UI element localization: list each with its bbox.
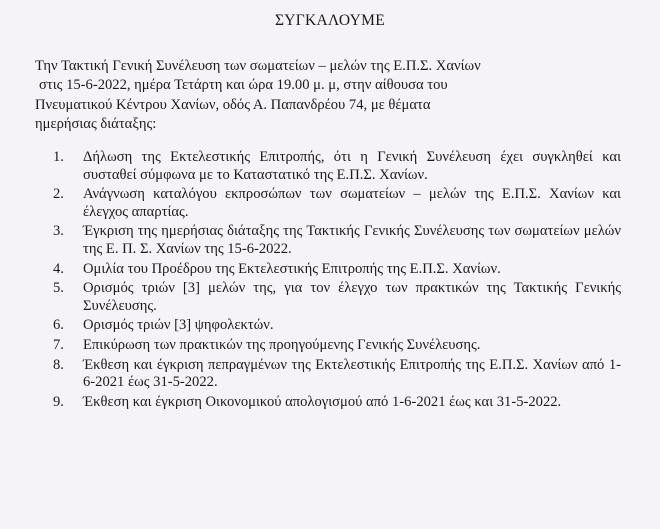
agenda-item — [53, 261, 621, 279]
intro-line: ημερήσιας διάταξης: — [35, 115, 157, 132]
agenda-item — [53, 280, 621, 315]
agenda-item-text: Δήλωση της Εκτελεστικής Επιτροπής, ότι η Γενική Συνέλευση έχει συγκληθεί και συσταθεί σύμφωνα με το Καταστατικό της Ε.Π.Σ. Χανίων. — [83, 149, 621, 183]
agenda-item-text: Έκθεση και έγκριση πεπραγμένων της Εκτελεστικής Επιτροπής της Ε.Π.Σ. Χανίων από 1-6-2021 έως 31-5-2022. — [83, 356, 621, 391]
agenda-item — [53, 357, 621, 392]
agenda-item — [53, 337, 621, 355]
agenda-item-text: Έγκριση της ημερήσιας διάταξης της Τακτικής Γενικής Συνέλευσης των σωματείων μελών της Ε. Π. Σ. Χανίων της 15-6-2022. — [83, 223, 621, 257]
agenda-item-number: 8. — [53, 356, 64, 373]
agenda-item — [53, 223, 621, 258]
intro-paragraph — [35, 57, 620, 134]
agenda-item-number: 9. — [53, 393, 64, 410]
agenda-item-text: Ομιλία του Προέδρου της Εκτελεστικής Επιτροπής της Ε.Π.Σ. Χανίων. — [83, 260, 501, 277]
agenda-item-text: Ορισμός τριών [3] μελών της, για τον έλεγχο των πρακτικών της Τακτικής Γενικής Συνέλευσης. — [83, 280, 621, 314]
intro-line: Πνευματικού Κέντρου Χανίων, οδός Α. Παπανδρέου 74, με θέματα — [35, 96, 431, 113]
agenda-item-text: Έκθεση και έγκριση Οικονομικού απολογισμού από 1-6-2021 έως και 31-5-2022. — [83, 393, 562, 410]
agenda-item — [53, 394, 621, 412]
agenda-item-number: 4. — [53, 260, 64, 277]
agenda-item-number: 1. — [53, 149, 64, 165]
intro-line: Την Τακτική Γενική Συνέλευση των σωματείων – μελών της Ε.Π.Σ. Χανίων — [35, 58, 481, 74]
agenda-item-text: Ανάγνωση καταλόγου εκπροσώπων των σωματείων – μελών της Ε.Π.Σ. Χανίων και έλεγχος απαρτίας. — [83, 186, 621, 220]
agenda-item-text: Επικύρωση των πρακτικών της προηγούμενης Γενικής Συνέλευσης. — [83, 336, 481, 353]
agenda-item-number: 3. — [53, 223, 64, 240]
agenda-item — [53, 186, 621, 221]
intro-line: στις 15-6-2022, ημέρα Τετάρτη και ώρα 19.00 μ. μ, στην αίθουσα του — [39, 77, 448, 94]
document-heading: ΣΥΓΚΑΛΟΥΜΕ — [274, 12, 386, 29]
agenda-item-text: Ορισμός τριών [3] ψηφολεκτών. — [83, 317, 274, 334]
agenda-item — [53, 317, 621, 335]
agenda-item-number: 2. — [53, 186, 64, 203]
agenda-item — [53, 149, 621, 184]
agenda-list — [53, 149, 621, 413]
agenda-item-number: 5. — [53, 280, 64, 297]
agenda-item-number: 7. — [53, 336, 64, 353]
agenda-item-number: 6. — [53, 317, 64, 334]
